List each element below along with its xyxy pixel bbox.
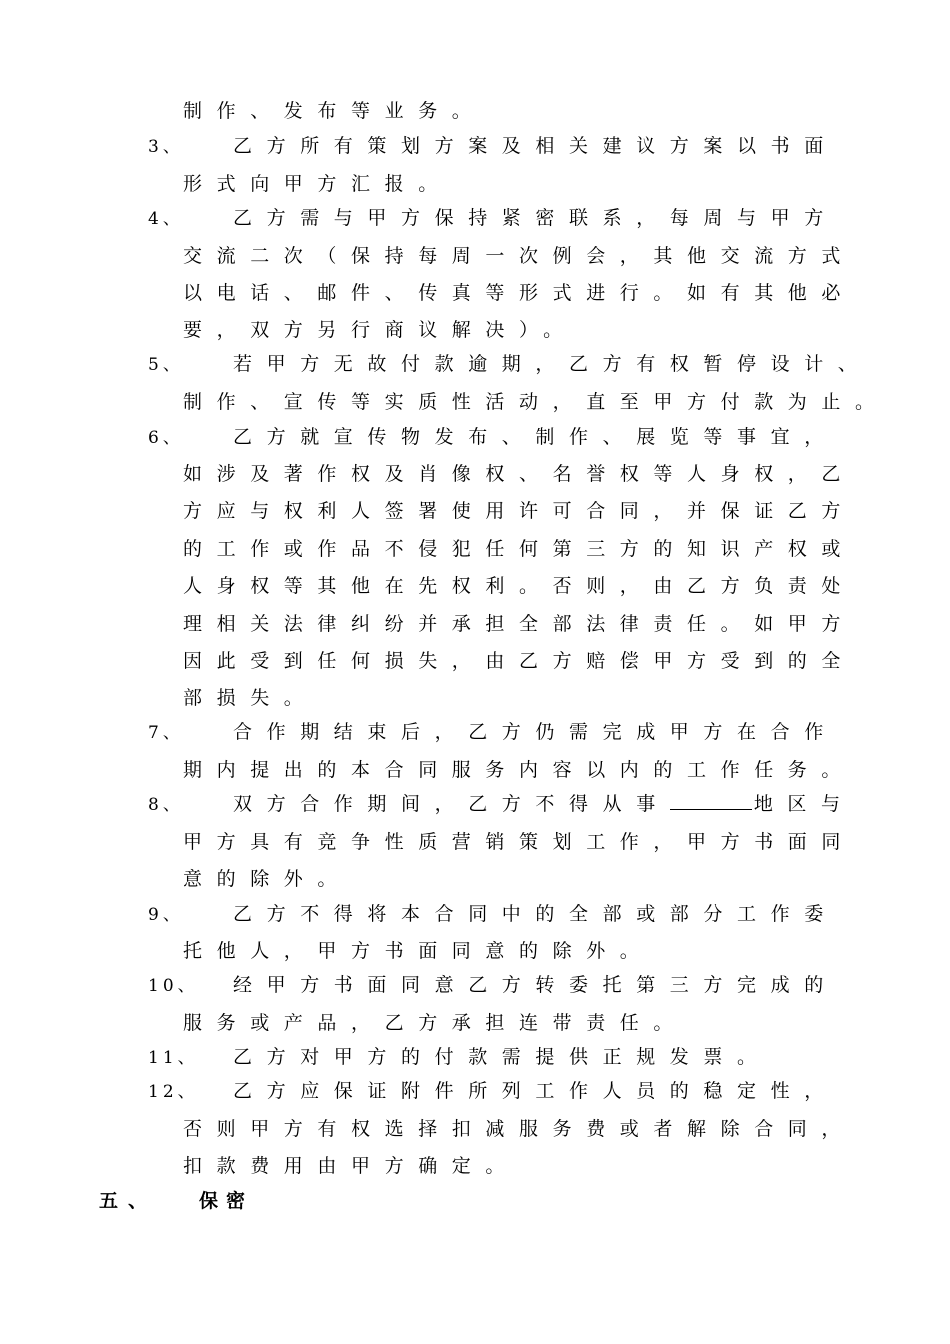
item-8-line-1-text: 双方合作期间，乙方不得从事 (233, 793, 670, 815)
item-8-line-1-tail: 地区与 (753, 793, 855, 815)
item-8-line-1 (233, 792, 855, 816)
item-3-line-1: 乙方所有策划方案及相关建议方案以书面 (233, 135, 838, 157)
item-6-line-1: 乙方就宣传物发布、制作、展览等事宜， (233, 426, 838, 448)
section-number: 五、 (99, 1190, 158, 1212)
item-10-line-1: 经甲方书面同意乙方转委托第三方完成的 (233, 974, 838, 996)
item-12-line-2: 否则甲方有权选择扣减服务费或者解除合同， (183, 1118, 856, 1140)
item-9-line-1: 乙方不得将本合同中的全部或部分工作委 (233, 903, 838, 925)
item-9-line-2: 托他人，甲方书面同意的除外。 (183, 940, 654, 962)
item-6-number: 6、 (148, 428, 184, 448)
item-7-line-1: 合作期结束后，乙方仍需完成甲方在合作 (233, 721, 838, 743)
item-11-line-1: 乙方对甲方的付款需提供正规发票。 (233, 1046, 771, 1068)
item-4-line-2: 交流二次（保持每周一次例会，其他交流方式 (183, 245, 856, 267)
item-7-number: 7、 (148, 723, 184, 743)
item-6-line-6: 理相关法律纠纷并承担全部法律责任。如甲方 (183, 613, 856, 635)
item-12-number: 12、 (148, 1082, 199, 1102)
item-6-line-7: 因此受到任何损失，由乙方赔偿甲方受到的全 (183, 650, 856, 672)
item-12-line-3: 扣款费用由甲方确定。 (183, 1155, 520, 1177)
item-3-line-2: 形式向甲方汇报。 (183, 173, 452, 195)
item-3-number: 3、 (148, 137, 184, 157)
item-6-line-8: 部损失。 (183, 687, 318, 709)
item-5-line-2: 制作、宣传等实质性活动，直至甲方付款为止。 (183, 391, 889, 413)
fill-in-blank-underline (670, 792, 752, 810)
item-6-line-2: 如涉及著作权及肖像权、名誉权等人身权，乙 (183, 463, 856, 485)
item-4-number: 4、 (148, 209, 184, 229)
item-8-line-3: 意的除外。 (183, 868, 352, 890)
item-10-number: 10、 (148, 976, 199, 996)
item-5-line-1: 若甲方无故付款逾期，乙方有权暂停设计、 (233, 353, 872, 375)
item-8-line-2: 甲方具有竞争性质营销策划工作，甲方书面同 (183, 831, 856, 853)
section-title: 保密 (199, 1190, 254, 1212)
item-4-line-1: 乙方需与甲方保持紧密联系，每周与甲方 (233, 207, 838, 229)
item-4-line-4: 要，双方另行商议解决）。 (183, 319, 577, 341)
item-9-number: 9、 (148, 905, 184, 925)
item-4-line-3: 以电话、邮件、传真等形式进行。如有其他必 (183, 282, 856, 304)
item-8-number: 8、 (148, 795, 184, 815)
item-7-line-2: 期内提出的本合同服务内容以内的工作任务。 (183, 759, 856, 781)
item-6-line-4: 的工作或作品不侵犯任何第三方的知识产权或 (183, 538, 856, 560)
item-10-line-2: 服务或产品，乙方承担连带责任。 (183, 1012, 688, 1034)
item-6-line-5: 人身权等其他在先权利。否则，由乙方负责处 (183, 575, 856, 597)
item-6-line-3: 方应与权利人签署使用许可合同，并保证乙方 (183, 500, 856, 522)
item-5-number: 5、 (148, 355, 184, 375)
intro-line: 制作、发布等业务。 (183, 100, 486, 122)
item-11-number: 11、 (148, 1048, 199, 1068)
item-12-line-1: 乙方应保证附件所列工作人员的稳定性， (233, 1080, 838, 1102)
